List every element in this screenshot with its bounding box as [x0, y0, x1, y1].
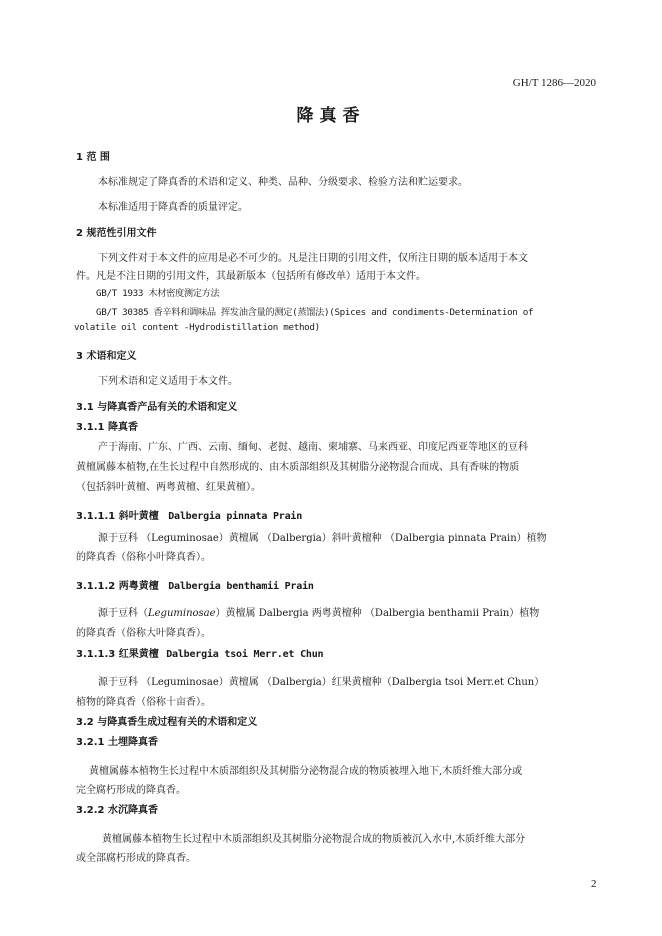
section-3-2-1-line-1: 黄檀属藤本植物生长过程中木质部组织及其树脂分泌物混合成的物质被埋入地下,木质纤维大部分或 — [89, 766, 523, 777]
section-3-2-2-line-2: 或全部腐朽形成的降真香。 — [76, 853, 196, 864]
section-3-2-1-line-2: 完全腐朽形成的降真香。 — [76, 785, 186, 796]
section-3-1-1-2-line-1 — [98, 604, 539, 619]
text-a: 源于豆科（ — [98, 608, 148, 619]
section-1-heading: 1 范 围 — [76, 152, 110, 163]
section-3-1-1-1-line-2: 的降真香（俗称小叶降真香）。 — [76, 552, 211, 563]
section-2-paragraph-line-1: 下列文件对于本文件的应用是必不可少的。凡是注日期的引用文件，仅所注日期的版本适用于本文 — [98, 253, 528, 264]
section-3-1-1-line-1: 产于海南、广东、广西、云南、缅甸、老挝、越南、柬埔寨、马来西亚、印度尼西亚等地区的豆科 — [98, 442, 528, 453]
section-3-1-heading: 3.1 与降真香产品有关的术语和定义 — [76, 402, 238, 413]
section-3-1-1-2-line-2: 的降真香（俗称大叶降真香）。 — [76, 628, 211, 639]
heading-latin: Dalbergia pinnata Prain — [168, 511, 303, 522]
section-3-1-1-3-heading — [76, 645, 323, 660]
text-italic-leguminosae: Leguminosae — [148, 608, 216, 619]
page-title: 降真香 — [296, 106, 366, 126]
reference-gbt-30385-line-2: volatile oil content -Hydrodistillation method) — [74, 322, 320, 333]
standard-number: GH/T 1286—2020 — [512, 77, 596, 89]
section-3-1-1-3-line-1: 源于豆科 （Leguminosae）黄檀属 （Dalbergia）红果黄檀种（Dalbergia tsoi Merr.et Chun） — [98, 677, 545, 688]
section-3-2-1-heading: 3.2.1 土埋降真香 — [76, 737, 158, 748]
heading-latin: Dalbergia benthamii Prain — [168, 581, 314, 592]
section-1-paragraph-2: 本标准适用于降真香的质量评定。 — [98, 202, 248, 213]
text-c: ）黄檀属 Dalbergia 两粤黄檀种 （Dalbergia benthamii Prain）植物 — [215, 608, 540, 619]
heading-cn: 3.1.1.1 斜叶黄檀 — [76, 511, 159, 522]
heading-latin: Dalbergia tsoi Merr.et Chun — [166, 649, 324, 660]
heading-cn: 3.1.1.2 两粤黄檀 — [76, 581, 159, 592]
section-3-2-2-heading: 3.2.2 水沉降真香 — [76, 805, 158, 816]
section-3-1-1-line-2: 黄檀属藤本植物,在生长过程中自然形成的、由木质部组织及其树脂分泌物混合而成、具有香味的物质 — [76, 462, 520, 473]
reference-gbt-1933: GB/T 1933 木材密度测定方法 — [96, 288, 220, 299]
reference-gbt-30385-line-1: GB/T 30385 香辛料和调味品 挥发油含量的测定(蒸馏法)(Spices and condiments-Determination of — [96, 307, 534, 318]
section-2-paragraph-line-2: 件。凡是不注日期的引用文件，其最新版本（包括所有修改单）适用于本文件。 — [76, 271, 426, 282]
section-3-1-1-3-line-2: 植物的降真香（俗称十亩香）。 — [76, 697, 211, 708]
section-3-heading: 3 术语和定义 — [76, 351, 137, 362]
heading-cn: 3.1.1.3 红果黄檀 — [76, 649, 159, 660]
section-3-1-1-heading: 3.1.1 降真香 — [76, 422, 138, 433]
section-3-1-1-2-heading — [76, 577, 314, 592]
section-3-1-1-1-line-1: 源于豆科 （Leguminosae）黄檀属 （Dalbergia）斜叶黄檀种 （Dalbergia pinnata Prain）植物 — [98, 533, 547, 544]
section-3-2-2-line-1: 黄檀属藤本植物生长过程中木质部组织及其树脂分泌物混合成的物质被沉入水中,木质纤维大部分 — [102, 834, 526, 845]
section-1-paragraph-1: 本标准规定了降真香的术语和定义、种类、品种、分级要求、检验方法和贮运要求。 — [98, 177, 468, 188]
section-3-paragraph: 下列术语和定义适用于本文件。 — [98, 376, 238, 387]
section-3-1-1-line-3: （包括斜叶黄檀、两粤黄檀、红果黄檀）。 — [76, 482, 261, 493]
section-2-heading: 2 规范性引用文件 — [76, 228, 157, 239]
page-number: 2 — [591, 878, 597, 890]
section-3-2-heading: 3.2 与降真香生成过程有关的术语和定义 — [76, 717, 258, 728]
section-3-1-1-1-heading — [76, 507, 302, 522]
